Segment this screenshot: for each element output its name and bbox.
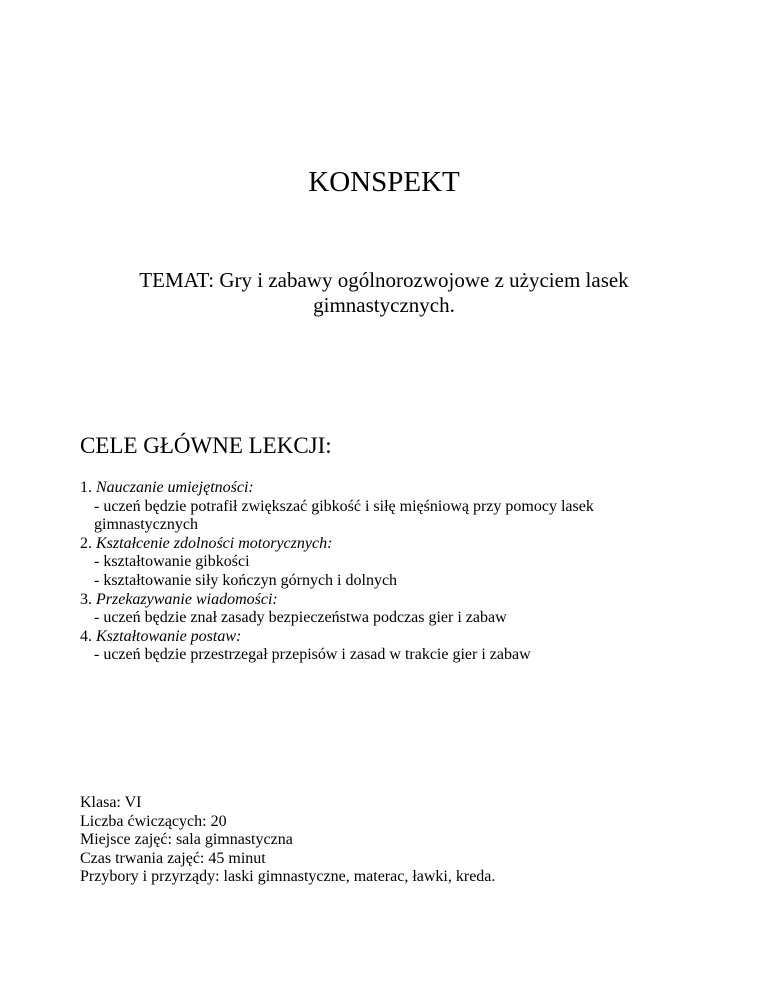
goal-title [80, 628, 720, 647]
goal-item [80, 479, 720, 535]
goal-number: 1. [80, 479, 96, 496]
goal-item [80, 535, 720, 591]
goal-title [80, 591, 720, 610]
goal-detail: - kształtowanie siły kończyn górnych i dolnych [94, 571, 398, 589]
goal-item [80, 591, 720, 628]
lesson-info [80, 794, 720, 887]
goal-title-text: Kształcenie zdolności motorycznych: [96, 534, 333, 552]
goal-detail: - uczeń będzie potrafił zwiększać gibkość i siłę mięśniową przy pomocy lasek [94, 497, 594, 515]
lesson-topic-line-2: gimnastycznych. [313, 293, 455, 317]
lesson-topic-line-1: TEMAT: Gry i zabawy ogólnorozwojowe z użyciem lasek [139, 268, 629, 292]
goal-number: 4. [80, 627, 96, 645]
goal-title [80, 479, 720, 498]
goal-detail: - uczeń będzie znał zasady bezpieczeństwa podczas gier i zabaw [94, 609, 507, 627]
participants-count: Liczba ćwiczących: 20 [80, 812, 227, 830]
goals-heading: CELE GŁÓWNE LEKCJI: [80, 433, 332, 458]
lesson-topic [80, 268, 688, 318]
lesson-place: Miejsce zajęć: sala gimnastyczna [80, 831, 293, 849]
goal-number: 2. [80, 534, 96, 552]
goal-title-text: Kształtowanie postaw: [96, 627, 242, 645]
equipment-list: Przybory i przyrządy: laski gimnastyczne, materac, ławki, kreda. [80, 868, 496, 886]
goal-detail: gimnastycznych [94, 516, 198, 534]
lesson-duration: Czas trwania zajęć: 45 minut [80, 849, 266, 867]
goal-title-text: Nauczanie umiejętności: [96, 479, 254, 496]
goal-item [80, 628, 720, 665]
goal-title [80, 535, 720, 554]
goals-list [80, 479, 720, 665]
page-title: KONSPEKT [308, 166, 460, 198]
class-info: Klasa: VI [80, 794, 142, 811]
goal-detail: - uczeń będzie przestrzegał przepisów i zasad w trakcie gier i zabaw [94, 646, 531, 664]
goal-detail: - kształtowanie gibkości [94, 553, 250, 571]
goal-number: 3. [80, 590, 96, 608]
goal-title-text: Przekazywanie wiadomości: [96, 590, 278, 608]
